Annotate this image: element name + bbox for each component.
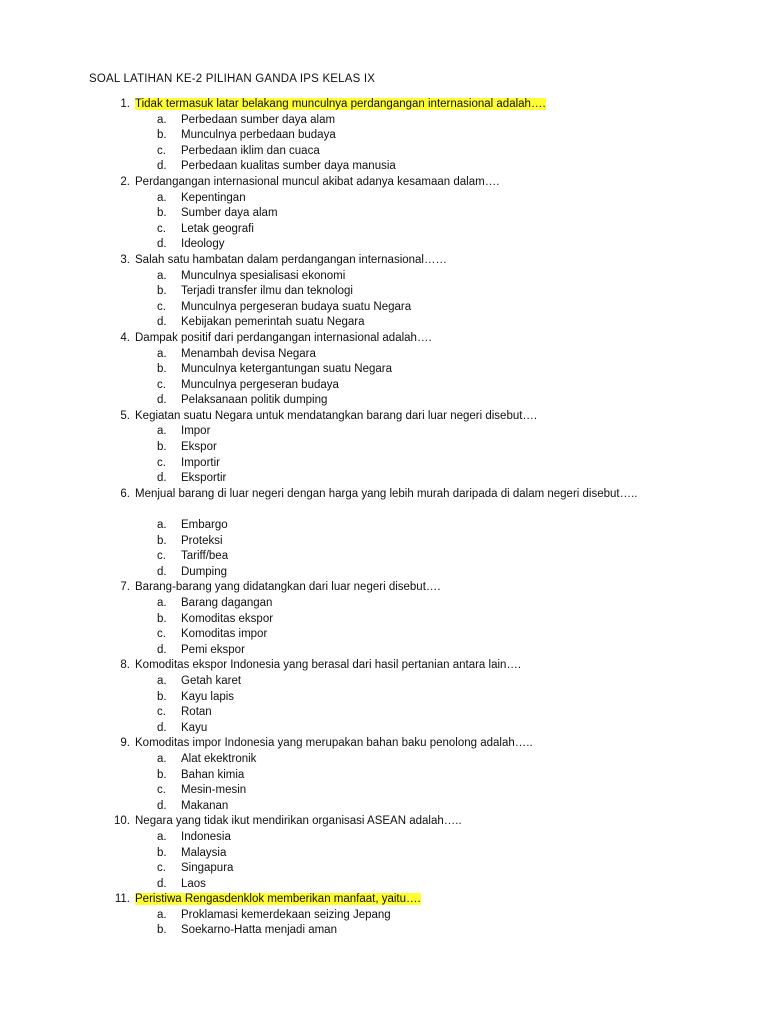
option-text: Ideology	[181, 238, 225, 251]
option-letter: d.	[157, 316, 167, 329]
answer-option	[0, 206, 768, 222]
option-text: Letak geografi	[181, 222, 254, 235]
option-letter: b.	[157, 363, 167, 376]
option-text: Munculnya ketergantungan suatu Negara	[181, 363, 392, 376]
answer-option	[0, 471, 768, 487]
option-letter: a.	[157, 191, 167, 204]
question-number: 10.	[114, 815, 130, 828]
answer-option	[0, 518, 768, 534]
answer-option	[0, 378, 768, 394]
option-letter: a.	[157, 908, 167, 921]
option-letter: b.	[157, 441, 167, 454]
option-text: Rotan	[181, 706, 212, 719]
option-text: Impor	[181, 425, 211, 438]
option-text: Pelaksanaan politik dumping	[181, 394, 328, 407]
answer-option	[0, 705, 768, 721]
option-text: Soekarno-Hatta menjadi aman	[181, 924, 337, 937]
option-letter: c.	[157, 378, 166, 391]
option-text: Kayu	[181, 721, 208, 734]
question-text-content: Komoditas ekspor Indonesia yang berasal dari hasil pertanian antara lain….	[135, 659, 522, 672]
option-letter: c.	[157, 300, 166, 313]
option-text: Kebijakan pemerintah suatu Negara	[181, 316, 365, 329]
question-item	[0, 97, 768, 175]
option-text: Komoditas ekspor	[181, 612, 274, 625]
question-text-content: Menjual barang di luar negeri dengan harga yang lebih murah daripada di dalam negeri disebut…..	[135, 487, 638, 500]
answer-option	[0, 643, 768, 659]
question-row	[0, 736, 768, 752]
question-text	[135, 814, 640, 830]
question-item	[0, 736, 768, 814]
option-text: Komoditas impor	[181, 628, 268, 641]
answer-option	[0, 113, 768, 129]
answer-option	[0, 393, 768, 409]
highlighted-question-text: Tidak termasuk latar belakang munculnya perdangangan internasional adalah….	[135, 98, 546, 110]
option-text: Kepentingan	[181, 191, 246, 204]
option-letter: b.	[157, 612, 167, 625]
question-number: 1.	[120, 98, 130, 110]
question-row	[0, 97, 768, 113]
option-letter: c.	[157, 628, 166, 641]
question-row	[0, 814, 768, 830]
answer-option	[0, 424, 768, 440]
document-title: SOAL LATIHAN KE-2 PILIHAN GANDA IPS KELAS IX	[89, 73, 376, 85]
option-text: Proteksi	[181, 534, 223, 547]
option-letter: a.	[157, 113, 167, 126]
option-letter: b.	[157, 285, 167, 298]
question-text	[135, 175, 640, 191]
question-item	[0, 409, 768, 487]
option-letter: b.	[157, 690, 167, 703]
option-text: Menambah devisa Negara	[181, 347, 316, 360]
answer-option	[0, 799, 768, 815]
question-item	[0, 658, 768, 736]
answer-option	[0, 627, 768, 643]
answer-option	[0, 534, 768, 550]
option-letter: a.	[157, 269, 167, 282]
option-text: Terjadi transfer ilmu dan teknologi	[181, 285, 353, 298]
option-letter: a.	[157, 830, 167, 843]
option-text: Dumping	[181, 565, 228, 578]
answer-option	[0, 159, 768, 175]
highlighted-question-text: Peristiwa Rengasdenklok memberikan manfaat, yaitu….	[135, 893, 421, 906]
option-text: Bahan kimia	[181, 768, 245, 781]
answer-option	[0, 923, 768, 939]
option-text: Perbedaan kualitas sumber daya manusia	[181, 160, 396, 173]
option-text: Perbedaan iklim dan cuaca	[181, 144, 320, 157]
option-text: Munculnya pergeseran budaya	[181, 378, 339, 391]
question-number: 2.	[120, 175, 130, 188]
answer-option	[0, 596, 768, 612]
question-number: 11.	[114, 893, 130, 906]
option-letter: d.	[157, 643, 167, 656]
option-text: Singapura	[181, 862, 234, 875]
question-text	[135, 331, 640, 347]
option-letter: a.	[157, 597, 167, 609]
question-item	[0, 253, 768, 331]
question-text	[135, 736, 640, 752]
option-letter: a.	[157, 752, 167, 765]
answer-option	[0, 861, 768, 877]
option-text: Getah karet	[181, 674, 242, 687]
option-letter: a.	[157, 674, 167, 687]
option-letter: b.	[157, 924, 167, 937]
question-number: 5.	[120, 409, 130, 422]
answer-option	[0, 128, 768, 144]
answer-option	[0, 768, 768, 784]
question-row	[0, 580, 768, 596]
question-text	[135, 253, 640, 269]
option-text: Indonesia	[181, 830, 231, 843]
option-letter: c.	[157, 784, 166, 797]
question-text-content: Salah satu hambatan dalam perdangangan internasional……	[135, 253, 447, 266]
option-text: Munculnya spesialisasi ekonomi	[181, 269, 346, 282]
option-letter: d.	[157, 799, 167, 812]
question-row	[0, 409, 768, 425]
answer-option	[0, 690, 768, 706]
question-text-content: Komoditas impor Indonesia yang merupakan bahan baku penolong adalah…..	[135, 737, 533, 750]
question-row	[0, 331, 768, 347]
question-item	[0, 580, 768, 658]
question-text-content: Barang-barang yang didatangkan dari luar negeri disebut….	[135, 581, 441, 594]
answer-option	[0, 191, 768, 207]
question-number: 3.	[120, 253, 130, 266]
question-item	[0, 487, 768, 581]
answer-option	[0, 362, 768, 378]
answer-option	[0, 674, 768, 690]
option-text: Munculnya pergeseran budaya suatu Negara	[181, 300, 412, 313]
option-text: Malaysia	[181, 846, 227, 859]
option-letter: d.	[157, 721, 167, 734]
question-row	[0, 487, 768, 518]
answer-option	[0, 752, 768, 768]
option-text: Embargo	[181, 519, 228, 532]
answer-option	[0, 300, 768, 316]
answer-option	[0, 549, 768, 565]
option-text: Perbedaan sumber daya alam	[181, 113, 336, 126]
question-row	[0, 892, 768, 908]
question-text	[135, 487, 640, 503]
option-letter: d.	[157, 472, 167, 485]
question-text-content: Dampak positif dari perdangangan internasional adalah….	[135, 331, 432, 344]
answer-option	[0, 721, 768, 737]
option-letter: a.	[157, 347, 167, 360]
option-text: Munculnya perbedaan budaya	[181, 129, 336, 142]
answer-option	[0, 269, 768, 285]
option-text: Pemi ekspor	[181, 643, 245, 656]
question-text-content: Perdangangan internasional muncul akibat adanya kesamaan dalam….	[135, 175, 500, 188]
answer-option	[0, 830, 768, 846]
question-item	[0, 175, 768, 253]
option-letter: b.	[157, 846, 167, 859]
question-text	[135, 892, 640, 908]
option-text: Proklamasi kemerdekaan seizing Jepang	[181, 908, 391, 921]
option-letter: c.	[157, 862, 166, 875]
option-letter: c.	[157, 550, 166, 563]
answer-option	[0, 237, 768, 253]
answer-option	[0, 440, 768, 456]
question-number: 6.	[120, 487, 130, 500]
question-row	[0, 175, 768, 191]
question-number: 4.	[120, 331, 130, 344]
option-text: Sumber daya alam	[181, 207, 278, 220]
option-text: Mesin-mesin	[181, 784, 247, 797]
question-number: 7.	[120, 581, 130, 594]
option-text: Barang dagangan	[181, 597, 273, 609]
option-letter: c.	[157, 222, 166, 235]
option-text: Alat ekektronik	[181, 752, 257, 765]
answer-option	[0, 877, 768, 893]
option-letter: b.	[157, 207, 167, 220]
answer-option	[0, 144, 768, 160]
question-text	[135, 409, 640, 425]
answer-option	[0, 846, 768, 862]
question-text	[135, 658, 640, 674]
option-letter: c.	[157, 706, 166, 719]
question-text-content: Kegiatan suatu Negara untuk mendatangkan barang dari luar negeri disebut….	[135, 409, 538, 422]
question-item	[0, 331, 768, 409]
question-item	[0, 892, 768, 939]
answer-option	[0, 612, 768, 628]
answer-option	[0, 456, 768, 472]
option-text: Laos	[181, 877, 206, 890]
question-item	[0, 814, 768, 892]
option-letter: b.	[157, 534, 167, 547]
option-text: Importir	[181, 456, 220, 469]
option-text: Tariff/bea	[181, 550, 229, 563]
option-letter: d.	[157, 394, 167, 407]
answer-option	[0, 347, 768, 363]
option-letter: b.	[157, 129, 167, 142]
question-text	[135, 580, 640, 596]
option-letter: b.	[157, 768, 167, 781]
question-number: 8.	[120, 659, 130, 672]
option-letter: a.	[157, 519, 167, 532]
question-text-content: Negara yang tidak ikut mendirikan organisasi ASEAN adalah…..	[135, 815, 462, 828]
answer-option	[0, 908, 768, 924]
answer-option	[0, 222, 768, 238]
option-text: Eksportir	[181, 472, 227, 485]
question-text	[135, 97, 640, 113]
question-list	[0, 97, 768, 939]
option-text: Ekspor	[181, 441, 217, 454]
question-row	[0, 658, 768, 674]
option-letter: a.	[157, 425, 167, 438]
question-row	[0, 253, 768, 269]
answer-option	[0, 315, 768, 331]
answer-option	[0, 783, 768, 799]
answer-option	[0, 284, 768, 300]
option-letter: d.	[157, 877, 167, 890]
question-number: 9.	[120, 737, 130, 750]
option-letter: d.	[157, 565, 167, 578]
answer-option	[0, 565, 768, 581]
option-letter: d.	[157, 238, 167, 251]
option-letter: c.	[157, 144, 166, 157]
option-text: Makanan	[181, 799, 229, 812]
option-letter: c.	[157, 456, 166, 469]
option-text: Kayu lapis	[181, 690, 235, 703]
option-letter: d.	[157, 160, 167, 173]
